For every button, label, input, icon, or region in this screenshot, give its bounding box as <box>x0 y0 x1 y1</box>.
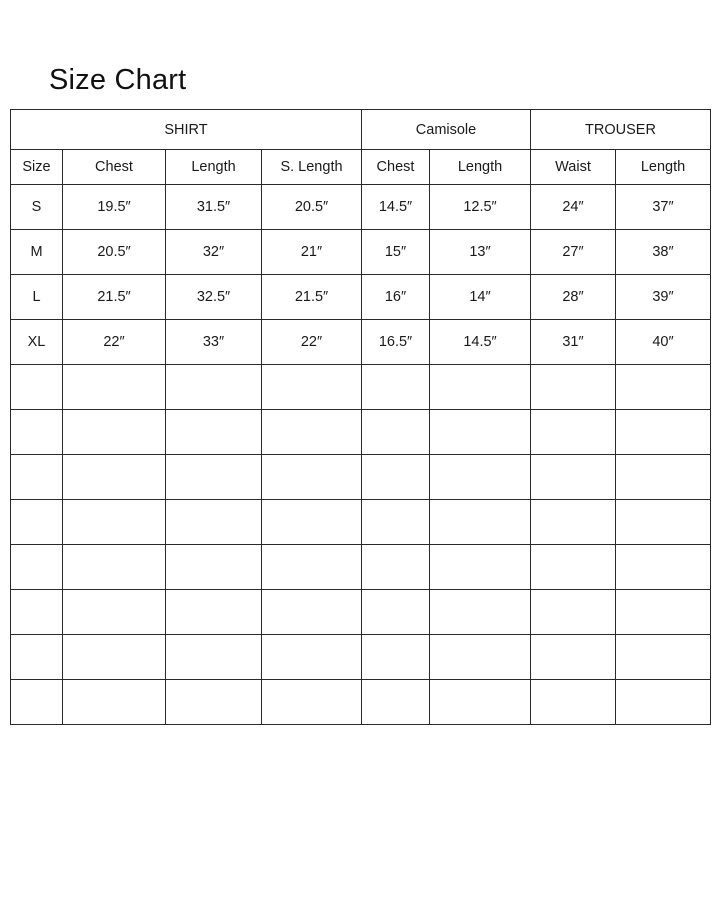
empty-cell <box>531 545 616 590</box>
cell-size: S <box>11 185 63 230</box>
cell-trouser-length: 37″ <box>616 185 711 230</box>
empty-cell <box>11 410 63 455</box>
cell-shirt-s-length: 21.5″ <box>262 275 362 320</box>
header-trouser-length: Length <box>616 150 711 185</box>
empty-row <box>11 635 711 680</box>
empty-row <box>11 365 711 410</box>
table-row <box>11 275 711 320</box>
cell-camisole-chest: 15″ <box>362 230 430 275</box>
empty-cell <box>430 590 531 635</box>
group-camisole: Camisole <box>362 110 531 150</box>
empty-cell <box>531 590 616 635</box>
cell-camisole-length: 14″ <box>430 275 531 320</box>
empty-cell <box>63 545 166 590</box>
empty-cell <box>531 365 616 410</box>
empty-cell <box>262 680 362 725</box>
empty-cell <box>63 365 166 410</box>
empty-cell <box>362 410 430 455</box>
header-shirt-s-length: S. Length <box>262 150 362 185</box>
empty-cell <box>262 455 362 500</box>
page-title: Size Chart <box>49 64 187 96</box>
empty-cell <box>262 365 362 410</box>
header-camisole-chest: Chest <box>362 150 430 185</box>
empty-cell <box>11 590 63 635</box>
empty-cell <box>11 545 63 590</box>
table-row <box>11 320 711 365</box>
empty-cell <box>616 635 711 680</box>
empty-cell <box>166 545 262 590</box>
empty-cell <box>63 635 166 680</box>
empty-cell <box>11 365 63 410</box>
empty-row <box>11 455 711 500</box>
empty-cell <box>362 590 430 635</box>
empty-row <box>11 410 711 455</box>
cell-camisole-chest: 16″ <box>362 275 430 320</box>
empty-cell <box>430 545 531 590</box>
empty-cell <box>430 635 531 680</box>
empty-cell <box>531 680 616 725</box>
empty-cell <box>362 545 430 590</box>
cell-shirt-length: 33″ <box>166 320 262 365</box>
header-shirt-length: Length <box>166 150 262 185</box>
cell-camisole-length: 13″ <box>430 230 531 275</box>
empty-cell <box>430 500 531 545</box>
empty-cell <box>262 635 362 680</box>
header-size: Size <box>11 150 63 185</box>
cell-trouser-waist: 27″ <box>531 230 616 275</box>
empty-cell <box>63 500 166 545</box>
empty-cell <box>11 500 63 545</box>
empty-cell <box>616 680 711 725</box>
header-trouser-waist: Waist <box>531 150 616 185</box>
empty-cell <box>616 455 711 500</box>
empty-cell <box>616 500 711 545</box>
cell-camisole-chest: 16.5″ <box>362 320 430 365</box>
empty-cell <box>616 545 711 590</box>
cell-trouser-waist: 28″ <box>531 275 616 320</box>
empty-cell <box>362 455 430 500</box>
empty-cell <box>531 455 616 500</box>
cell-shirt-chest: 20.5″ <box>63 230 166 275</box>
cell-shirt-chest: 21.5″ <box>63 275 166 320</box>
cell-trouser-length: 39″ <box>616 275 711 320</box>
empty-cell <box>63 410 166 455</box>
empty-cell <box>166 455 262 500</box>
empty-cell <box>262 590 362 635</box>
empty-cell <box>11 635 63 680</box>
empty-cell <box>166 590 262 635</box>
empty-cell <box>362 635 430 680</box>
empty-cell <box>362 680 430 725</box>
header-shirt-chest: Chest <box>63 150 166 185</box>
cell-size: M <box>11 230 63 275</box>
table-row <box>11 185 711 230</box>
size-chart-table <box>10 109 711 725</box>
header-camisole-length: Length <box>430 150 531 185</box>
empty-cell <box>430 455 531 500</box>
cell-size: XL <box>11 320 63 365</box>
empty-cell <box>63 680 166 725</box>
empty-row <box>11 680 711 725</box>
cell-shirt-chest: 22″ <box>63 320 166 365</box>
cell-trouser-length: 40″ <box>616 320 711 365</box>
empty-cell <box>362 500 430 545</box>
column-header-row <box>11 150 711 185</box>
cell-shirt-length: 32″ <box>166 230 262 275</box>
empty-cell <box>262 545 362 590</box>
empty-cell <box>63 590 166 635</box>
empty-cell <box>531 500 616 545</box>
empty-cell <box>616 590 711 635</box>
cell-camisole-chest: 14.5″ <box>362 185 430 230</box>
empty-row <box>11 545 711 590</box>
empty-cell <box>531 410 616 455</box>
empty-row <box>11 590 711 635</box>
empty-cell <box>616 365 711 410</box>
cell-shirt-s-length: 20.5″ <box>262 185 362 230</box>
empty-cell <box>262 410 362 455</box>
empty-cell <box>166 680 262 725</box>
empty-cell <box>616 410 711 455</box>
group-trouser: TROUSER <box>531 110 711 150</box>
empty-cell <box>531 635 616 680</box>
cell-shirt-chest: 19.5″ <box>63 185 166 230</box>
cell-size: L <box>11 275 63 320</box>
empty-cell <box>166 500 262 545</box>
empty-row <box>11 500 711 545</box>
empty-cell <box>11 455 63 500</box>
cell-shirt-length: 31.5″ <box>166 185 262 230</box>
empty-cell <box>166 410 262 455</box>
cell-camisole-length: 12.5″ <box>430 185 531 230</box>
group-header-row <box>11 110 711 150</box>
cell-shirt-length: 32.5″ <box>166 275 262 320</box>
table-row <box>11 230 711 275</box>
empty-cell <box>262 500 362 545</box>
cell-trouser-length: 38″ <box>616 230 711 275</box>
cell-trouser-waist: 24″ <box>531 185 616 230</box>
empty-cell <box>166 365 262 410</box>
empty-cell <box>11 680 63 725</box>
group-shirt: SHIRT <box>11 110 362 150</box>
cell-trouser-waist: 31″ <box>531 320 616 365</box>
empty-cell <box>166 635 262 680</box>
empty-cell <box>362 365 430 410</box>
empty-cell <box>430 680 531 725</box>
cell-shirt-s-length: 22″ <box>262 320 362 365</box>
cell-camisole-length: 14.5″ <box>430 320 531 365</box>
empty-cell <box>430 365 531 410</box>
empty-cell <box>430 410 531 455</box>
cell-shirt-s-length: 21″ <box>262 230 362 275</box>
empty-cell <box>63 455 166 500</box>
